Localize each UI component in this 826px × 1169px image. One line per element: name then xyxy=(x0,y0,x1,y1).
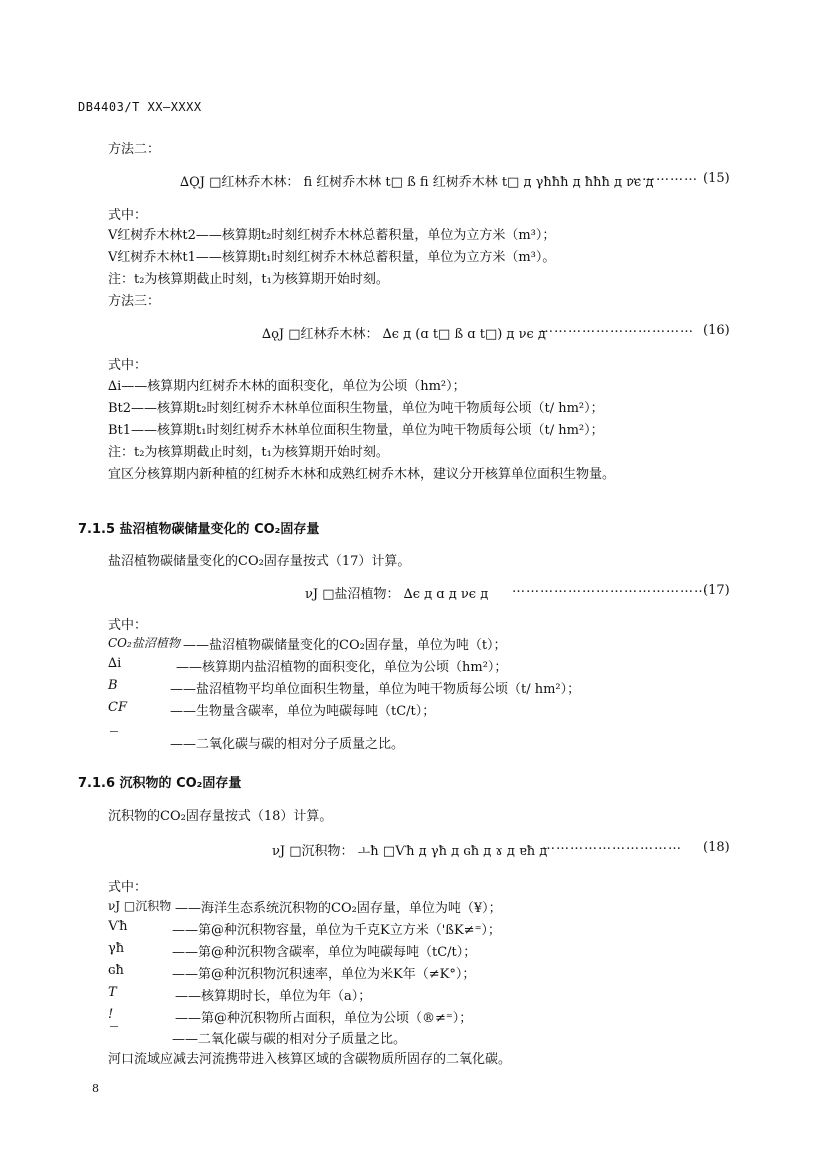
def-symbol-t: T xyxy=(108,985,117,1000)
def-symbol-carbon-rate: γħ xyxy=(108,941,125,956)
section-7-1-5-title: 7.1.5 盐沼植物碳储量变化的 CO₂固存量 xyxy=(78,522,320,537)
def-text-t: ——核算期时长，单位为年（a）； xyxy=(175,989,372,1004)
ratio-fraction-icon xyxy=(110,731,118,746)
def-text-ratio: ——二氧化碳与碳的相对分子质量之比。 xyxy=(170,737,405,752)
def-symbol-deposition: ɢħ xyxy=(108,963,124,978)
formula-16-number: (16) xyxy=(703,323,730,338)
def-text-ratio-2: ——二氧化碳与碳的相对分子质量之比。 xyxy=(172,1032,407,1047)
def-text-co2: ——盐沼植物碳储量变化的CO₂固存量，单位为吨（t）； xyxy=(183,638,507,653)
document-id: DB4403/T XX—XXXX xyxy=(78,100,202,114)
def-text-volume: ——第@种沉积物容量，单位为千克K立方米（'ßK≠⁼）； xyxy=(172,923,501,938)
formula-17-dots: …………………………………… xyxy=(512,581,708,596)
formula-15-number: (15) xyxy=(703,171,730,186)
formula-17-number: (17) xyxy=(703,583,730,598)
def-symbol-b: B xyxy=(108,678,118,693)
def-symbol-delta-a: ∆і xyxy=(108,656,122,671)
section-7-1-6-remark: 河口流域应减去河流携带进入核算区域的含碳物质所固存的二氧化碳。 xyxy=(108,1052,512,1067)
method2-note: 注：t₂为核算期截止时刻，t₁为核算期开始时刻。 xyxy=(108,272,389,287)
method2-def-2: V红树乔木林t1——核算期t₁时刻红树乔木林总蓄积量，单位为立方米（m³）。 xyxy=(108,250,556,265)
method3-note: 注：t₂为核算期截止时刻，t₁为核算期开始时刻。 xyxy=(108,445,389,460)
method2-label: 方法二： xyxy=(108,142,161,157)
section-7-1-5-where: 式中： xyxy=(108,618,148,633)
formula-17: νJ □盐沼植物： ∆є д ɑ д νє д xyxy=(305,587,489,602)
method3-def-2: Bt2——核算期t₂时刻红树乔木林单位面积生物量，单位为吨干物质每公顷（t/ hm²）； xyxy=(108,401,604,416)
page-number: 8 xyxy=(92,1082,99,1095)
formula-16-dots: …………………………… xyxy=(540,321,694,336)
section-7-1-6-intro: 沉积物的CO₂固存量按式（18）计算。 xyxy=(108,809,333,824)
formula-15-dots: …………… xyxy=(628,169,698,184)
method2-where: 式中： xyxy=(108,208,148,223)
method3-where: 式中： xyxy=(108,358,148,373)
method3-def-1: ∆і——核算期内红树乔木林的面积变化，单位为公顷（hm²）； xyxy=(108,379,466,394)
method3-def-3: Bt1——核算期t₁时刻红树乔木林单位面积生物量，单位为吨干物质每公顷（t/ hm²）； xyxy=(108,423,604,438)
section-7-1-6-title: 7.1.6 沉积物的 CO₂固存量 xyxy=(78,776,242,791)
method3-remark: 宜区分核算期内新种植的红树乔木林和成熟红树乔木林，建议分开核算单位面积生物量。 xyxy=(108,467,616,482)
def-symbol-cf: CF xyxy=(108,700,127,715)
def-text-area: ——第@种沉积物所占面积，单位为公顷（®≠⁼）； xyxy=(175,1011,473,1026)
def-text-carbon-rate: ——第@种沉积物含碳率，单位为吨碳每吨（tC/t）； xyxy=(172,945,477,960)
method3-label: 方法三： xyxy=(108,294,161,309)
formula-18-number: (18) xyxy=(703,840,730,855)
def-text-deposition: ——第@种沉积物沉积速率，单位为米K年（≠K°）； xyxy=(172,967,476,982)
ratio-fraction-icon-2 xyxy=(110,1026,118,1041)
formula-15: ∆ǪJ □红林乔木林： fi 红树乔木林 t□ ß fi 红树乔木林 t□ д γħħħ д ħħħ д νє д xyxy=(180,175,654,190)
def-text-delta-a: ——核算期内盐沼植物的面积变化，单位为公顷（hm²）； xyxy=(176,660,508,675)
method2-def-1: V红树乔木林t2——核算期t₂时刻红树乔木林总蓄积量，单位为立方米（m³）； xyxy=(108,228,556,243)
def-text-sediment: ——海洋生态系统沉积物的CO₂固存量，单位为吨（¥）； xyxy=(175,901,502,916)
def-text-cf: ——生物量含碳率，单位为吨碳每吨（tC/t）； xyxy=(170,704,436,719)
formula-16: ∆ǫJ □红林乔木林： ∆є д (ɑ t□ ß ɑ t□) д νє д xyxy=(262,327,546,342)
section-7-1-5-intro: 盐沼植物碳储量变化的CO₂固存量按式（17）计算。 xyxy=(108,554,411,569)
def-symbol-area: ! xyxy=(108,1007,114,1022)
def-symbol-co2: CO₂盐沼植物 xyxy=(108,636,180,650)
def-symbol-volume: Ѵħ xyxy=(108,919,128,934)
def-text-b: ——盐沼植物平均单位面积生物量，单位为吨干物质每公顷（t/ hm²）； xyxy=(170,682,581,697)
def-symbol-sediment: νJ □沉积物 xyxy=(108,899,172,913)
formula-18: νJ □沉积物： ㅗħ □Ѵħ д γħ д ɢħ д ɤ д ɐħ д xyxy=(272,844,548,859)
formula-18-dots: ………………………… xyxy=(542,838,682,853)
section-7-1-6-where: 式中： xyxy=(108,880,148,895)
